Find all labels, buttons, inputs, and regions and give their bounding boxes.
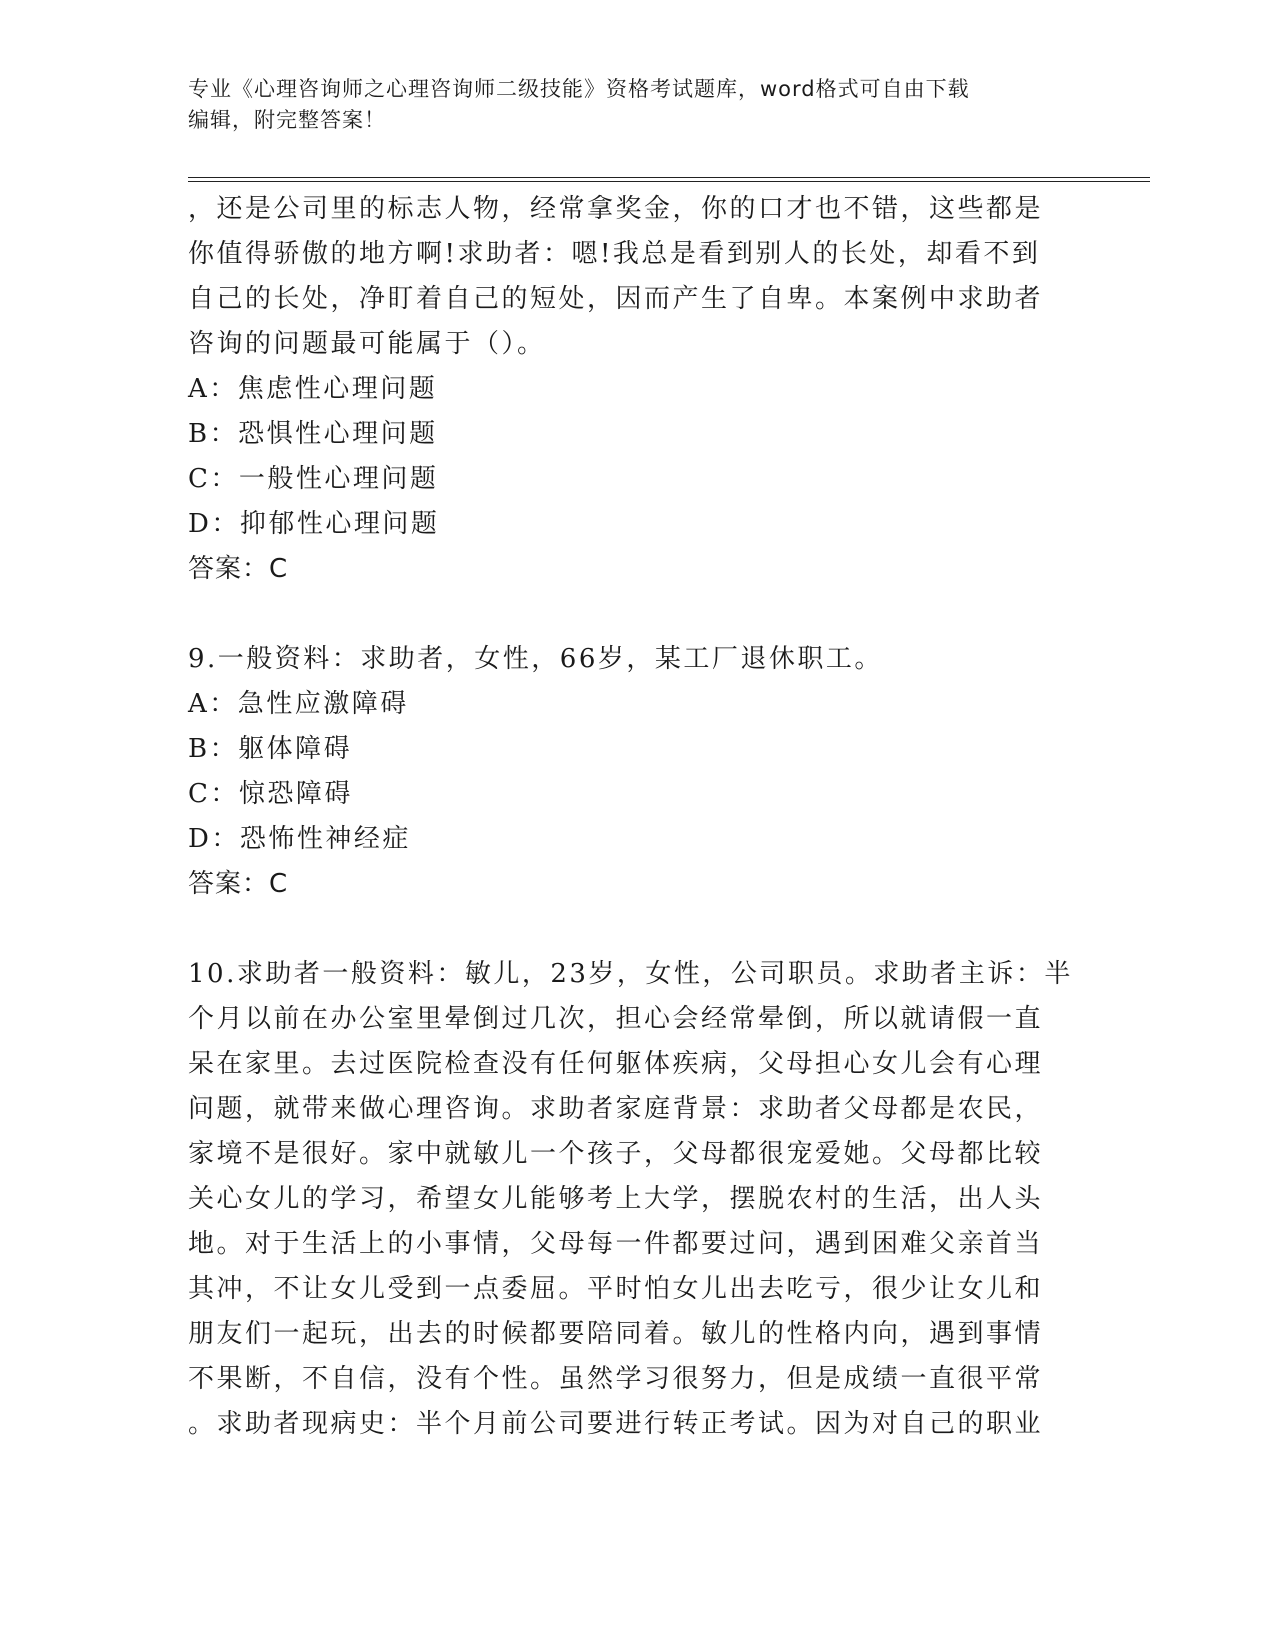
q10-stem-line: 问题，就带来做心理咨询。求助者家庭背景：求助者父母都是农民，	[188, 1094, 1044, 1124]
q10-stem-line: 。求助者现病史：半个月前公司要进行转正考试。因为对自己的职业	[188, 1409, 1044, 1439]
q8-stem-line: 自己的长处，净盯着自己的短处，因而产生了自卑。本案例中求助者	[188, 284, 1044, 314]
q9-stem: 9.一般资料：求助者，女性，66岁，某工厂退休职工。	[188, 644, 883, 674]
q9-option-a: A：急性应激障碍	[188, 689, 409, 719]
q10-stem-line: 朋友们一起玩，出去的时候都要陪同着。敏儿的性格内向，遇到事情	[188, 1319, 1044, 1349]
q10-stem-line: 关心女儿的学习，希望女儿能够考上大学，摆脱农村的生活，出人头	[188, 1184, 1044, 1214]
q10-stem-line: 不果断，不自信，没有个性。虽然学习很努力，但是成绩一直很平常	[188, 1364, 1044, 1394]
q10-stem-line: 10.求助者一般资料：敏儿，23岁，女性，公司职员。求助者主诉：半	[188, 959, 1073, 989]
q9-option-b: B：躯体障碍	[188, 734, 353, 764]
spacer	[188, 592, 1088, 637]
header-divider	[188, 177, 1150, 182]
q10-stem-line: 个月以前在办公室里晕倒过几次，担心会经常晕倒，所以就请假一直	[188, 1004, 1044, 1034]
q8-stem-line: 你值得骄傲的地方啊!求助者：嗯!我总是看到别人的长处，却看不到	[188, 239, 1041, 269]
q8-stem-line: 咨询的问题最可能属于（）。	[188, 329, 546, 359]
q9-option-d: D：恐怖性神经症	[188, 824, 411, 854]
page-header	[188, 74, 1068, 136]
q8-option-c: C：一般性心理问题	[188, 464, 439, 494]
q9-option-c: C：惊恐障碍	[188, 779, 353, 809]
q10-stem-line: 地。对于生活上的小事情，父母每一件都要过问，遇到困难父亲首当	[188, 1229, 1044, 1259]
q10-stem-line: 呆在家里。去过医院检查没有任何躯体疾病，父母担心女儿会有心理	[188, 1049, 1044, 1079]
q9-answer: 答案：C	[188, 869, 289, 899]
q10-stem-line: 家境不是很好。家中就敏儿一个孩子，父母都很宠爱她。父母都比较	[188, 1139, 1044, 1169]
q10-stem-line: 其冲，不让女儿受到一点委屈。平时怕女儿出去吃亏，很少让女儿和	[188, 1274, 1044, 1304]
q8-option-d: D：抑郁性心理问题	[188, 509, 440, 539]
q8-option-b: B：恐惧性心理问题	[188, 419, 438, 449]
header-line-2: 编辑，附完整答案！	[188, 108, 386, 132]
q8-answer: 答案：C	[188, 554, 289, 584]
document-body	[188, 187, 1088, 1447]
q8-option-a: A：焦虑性心理问题	[188, 374, 438, 404]
q8-stem-line: ，还是公司里的标志人物，经常拿奖金，你的口才也不错，这些都是	[188, 194, 1044, 224]
spacer	[188, 907, 1088, 952]
header-line-1: 专业《心理咨询师之心理咨询师二级技能》资格考试题库，word格式可自由下载	[188, 77, 970, 101]
